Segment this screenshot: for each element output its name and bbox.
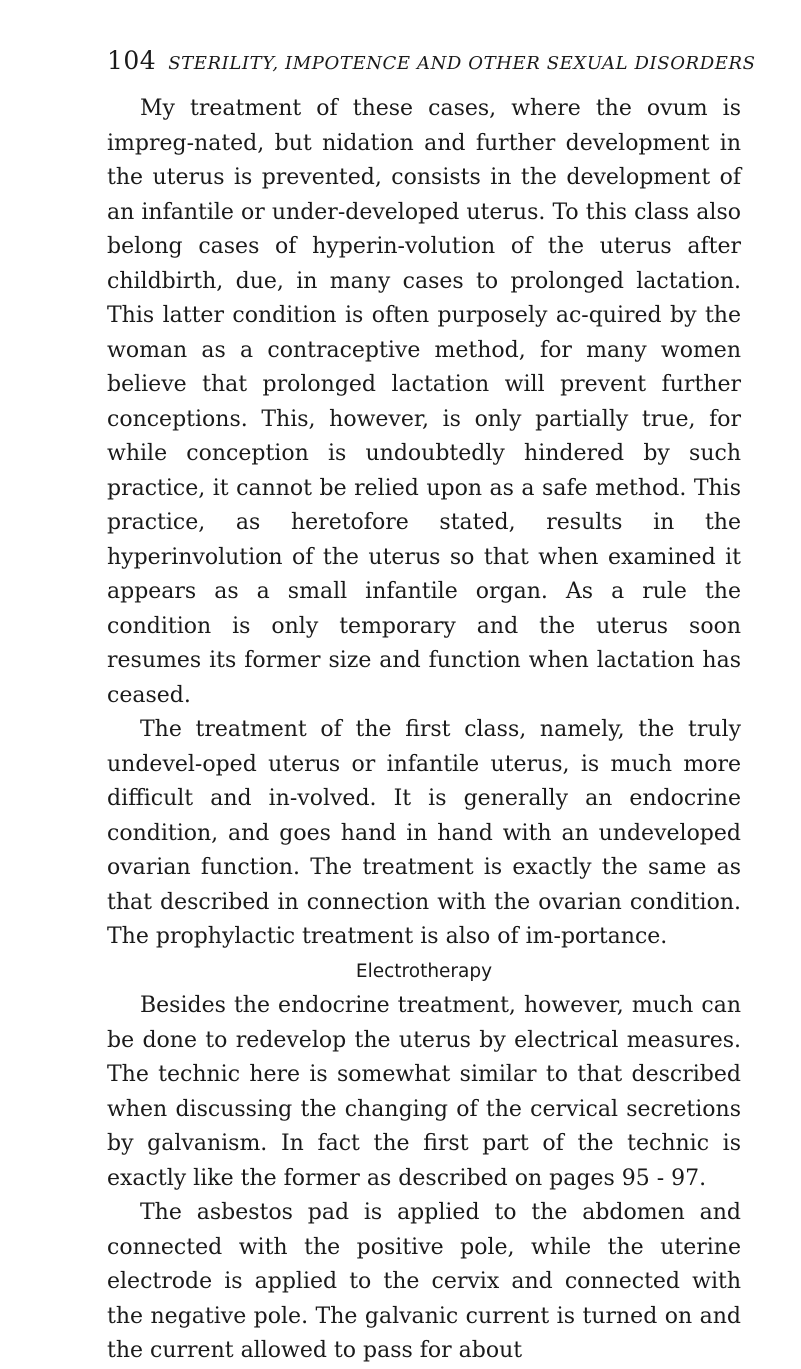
paragraph-treatment-of-cases: My treatment of these cases, where the ovum is impreg-nated, but nidation and further development in the uterus is prevented, consists in the development of an infantile or under-developed uterus. To this class also belong cases of hyperin-volution of the uterus after childbirth, due, in many cases to prolonged lactation. This latter condition is often purposely ac-quired by the woman as a contraceptive method, for many women believe that prolonged lactation will prevent further conceptions. This, however, is only partially true, for while conception is undoubtedly hindered by such practice, it cannot be relied upon as a safe method. This practice, as heretofore stated, results in the hyperinvolution of the uterus so that when examined it appears as a small infantile organ. As a rule the condition is only temporary and the uterus soon resumes its former size and function when lactation has ceased. [107,96,741,708]
body-text [107,92,741,1369]
running-title: STERILITY, IMPOTENCE AND OTHER SEXUAL DISORDERS [168,53,756,74]
section-heading-electrotherapy: Electrotherapy [355,960,493,982]
running-head [107,46,756,82]
paragraph-electrical-measures: Besides the endocrine treatment, however, much can be done to redevelop the uterus by electrical measures. The technic here is somewhat similar to that described when discussing the changing of the cervical secretions by galvanism. In fact the first part of the technic is exactly like the former as described on pages 95 - 97. [107,993,741,1191]
paragraph-first-class-treatment: The treatment of the first class, namely, the truly undevel-oped uterus or infantile uterus, is much more difficult and in-volved. It is generally an endocrine condition, and goes hand in hand with an undeveloped ovarian function. The treatment is exactly the same as that described in connection with the ovarian condition. The prophylactic treatment is also of im-portance. [107,717,741,949]
paragraph-asbestos-pad: The asbestos pad is applied to the abdomen and connected with the positive pole, while the uterine electrode is applied to the cervix and connected with the negative pole. The galvanic current is turned on and the current allowed to pass for about [107,1200,741,1363]
page-number: 104 [107,46,157,75]
